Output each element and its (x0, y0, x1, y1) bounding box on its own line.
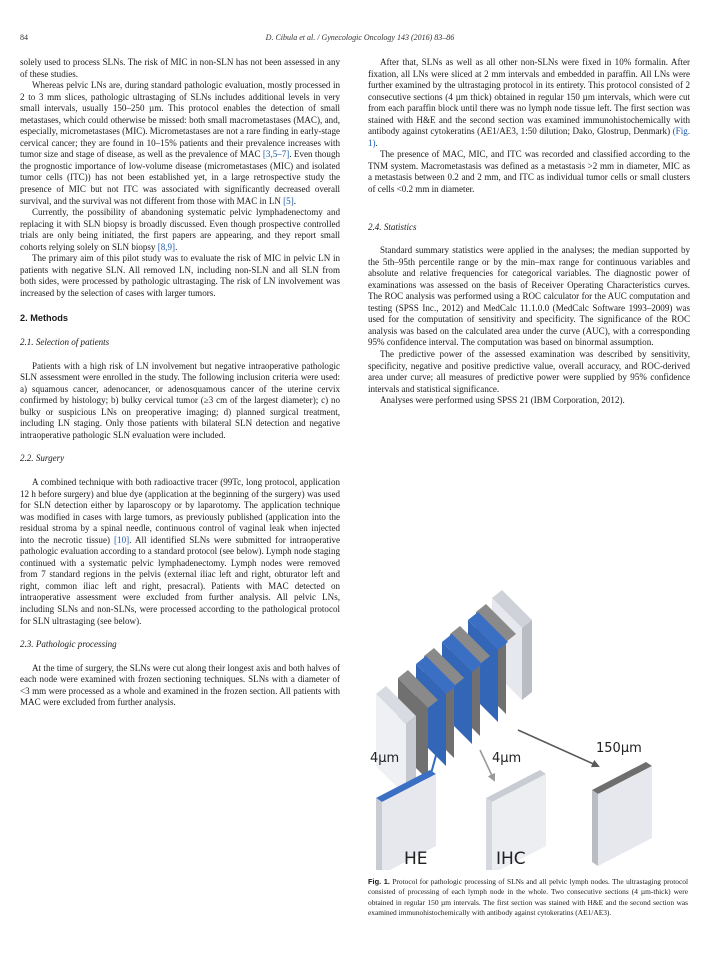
citation-link[interactable]: [5] (283, 195, 294, 206)
paragraph: Currently, the possibility of abandoning systematic pelvic lymphadenectomy and replacing it with SLN biopsy is broadly discussed. Even though prospective controlled trials are only being initiated, the first papers are appearing, and they report small cohorts relying solely on SLN biopsy [8,9]. (20, 207, 340, 252)
paragraph: The primary aim of this pilot study was to evaluate the risk of MIC in pelvic LN in patients with negative SLN. All removed LN, including non-SLN and all SLN from both sides, were processed by pathologic ultrastaging. The risk of LN involvement was increased by the selection of cases with larger tumors. (20, 253, 340, 298)
left-column (20, 57, 340, 709)
subsection-heading: 2.3. Pathologic processing (20, 639, 117, 650)
running-title: D. Cibula et al. / Gynecologic Oncology 143 (2016) 83–86 (265, 33, 455, 42)
label-150um: 150µm (596, 741, 642, 756)
paragraph: At the time of surgery, the SLNs were cut along their longest axis and both halves of each node were examined with frozen sectioning techniques. SLNs with a diameter of <3 mm were processed as a whole and examined in the frozen section. All patients with MAC were excluded from further analysis. (20, 662, 340, 708)
paragraph: A combined technique with both radioactive tracer (99Tc, long protocol, application 12 h before surgery) and blue dye (application at the beginning of the surgery) was used for SLN detection either by laparoscopy or by laparotomy. The application technique was modified in cases with large tumors, as previously published (application into the residual stroma by a spinal needle, continuous control of vaginal leak when injected into the necrotic tissue) [10]. All identified SLNs were submitted for intraoperative pathologic evaluation according to a standard protocol (see below). Lymph node staging continued with a systematic pelvic lymphadenectomy. Lymph nodes were removed from 7 standard regions in the pelvis (external iliac left and right, obturator left and right, common iliac left and right, presacral). Patients with MAC detected on intraoperative assessment were excluded from further analysis. All pelvic LNs, including SLNs and non-SLNs, were processed according to the pathological protocol for SLN ultrastaging (see below). (20, 476, 340, 626)
subsection-heading: 2.4. Statistics (368, 221, 417, 232)
section-heading-methods: 2. Methods (20, 313, 68, 324)
citation-link[interactable]: [8,9] (157, 241, 176, 252)
figure-1 (368, 580, 690, 870)
paragraph: Patients with a high risk of LN involvement but negative intraoperative pathologic SLN assessment were enrolled in the study. The following inclusion criteria were used: a) squamous cancer, adenocancer, or adenosquamous cancer of the uterine cervix confirmed by histology; b) bulky cervical tumor (≥3 cm of the largest diameter); c) no bulky or suspicious LNs on preoperative imaging; d) planned surgical treatment, including LN staging. Only those patients with bilateral SLN detection and negative intraoperative pathologic SLN evaluation were included. (20, 360, 340, 440)
paragraph: Standard summary statistics were applied in the analyses; the median supported by the 5th–95th percentile range or by the min–max range for continuous variables and absolute and relative frequencies for categorical variables. The diagnostic power of examinations was assessed on the basis of Receiver Operating Characteristics curves. The ROC analysis was performed using a ROC calculator for the AUC computation and testing (SPSS Inc., 2012) and MedCalc 11.1.0.0 (MedCalc Software 1993–2009) was used for the computation of sensitivity and specificity. The significance of the ROC analysis was based on the calculated area under the curve (AUC), with a corresponding 95% confidence interval. The computation was based on binormal assumption. (368, 245, 690, 348)
ultrastaging-diagram (368, 580, 690, 870)
label-ihc: IHC (496, 849, 526, 869)
page-header (20, 33, 700, 45)
paragraph: Analyses were performed using SPSS 21 (IBM Corporation, 2012). (380, 395, 625, 406)
arrow-to-next-level (518, 730, 598, 766)
paragraph: After that, SLNs as well as all other non-SLNs were fixed in 10% formalin. After fixation, all LNs were sliced at 2 mm intervals and embedded in paraffin. All LNs were further examined by the ultrastaging protocol in its entirety. This protocol consisted of 2 consecutive sections (4 µm thick) obtained in regular 150 µm intervals, which were cut from each paraffin block until there was no lymph node tissue left. The first section was stained with H&E and the second section was examined immunohistochemically with antibody against cytokeratins (AE1/AE3, 1:50 dilution; Dako, Glostrup, Denmark) (Fig. 1). (368, 57, 690, 148)
page-number: 84 (20, 33, 28, 42)
subsection-heading: 2.1. Selection of patients (20, 337, 110, 348)
caption-text: Protocol for pathologic processing of SLNs and all pelvic lymph nodes. The ultrastaging protocol consisted of processing of each lymph node in the whole. Two consecutive sections (4 µm-thick) were obtained in regular 150 µm intervals. The first section was stained with H&E and the second section was examined immunohistochemically with antibody against cytokeratins (AE1/AE3). (368, 877, 688, 917)
paragraph: solely used to process SLNs. The risk of MIC in non-SLN has not been assessed in any of these studies. (20, 57, 340, 79)
label-4um-ihc: 4µm (492, 751, 522, 766)
label-he: HE (404, 849, 428, 869)
label-4um-he: 4µm (370, 751, 400, 766)
figure-link[interactable]: (Fig. 1) (368, 126, 690, 148)
subsection-heading: 2.2. Surgery (20, 453, 65, 464)
caption-label: Fig. 1. (368, 877, 390, 886)
paragraph: The predictive power of the assessed examination was described by sensitivity, specificity, negative and positive predictive value, overall accuracy, and ROC-derived area under curve; all measures of predictive power were supplied by 95% confidence intervals and statistical significance. (368, 349, 690, 394)
figure-caption (368, 877, 688, 918)
citation-link[interactable]: [3,5–7] (262, 149, 290, 160)
right-column (368, 57, 690, 407)
paragraph: The presence of MAC, MIC, and ITC was recorded and classified according to the TNM system. Macrometastasis was defined as a metastasis >2 mm in diameter, MIC as a metastasis between 0.2 and 2 mm, and ITC as individual tumor cells or small clusters of cells <0.2 mm in diameter. (368, 149, 690, 195)
next-level-section (592, 762, 652, 866)
paragraph: Whereas pelvic LNs are, during standard pathologic evaluation, mostly processed in 2 to 3 mm slices, pathologic ultrastaging of SLNs includes additional levels in very small intervals, usually 150–250 µm. This protocol enables the detection of small metastases, which could otherwise be missed: both small macrometastases (MAC), and, especially, micrometastases (MIC). Micrometastases are not a rare finding in early-stage cervical cancer; they are found in 10–15% patients and their prevalence increases with tumor size and stage of disease, as well as the prevalence of MAC [3,5–7]. Even though the prognostic importance of low-volume disease (micrometastases (MIC) and isolated tumor cells (ITC)) has not been established yet, in a large retrospective study the presence of MIC but not ITC was associated with significantly decreased overall survival, and the survival was not different from those with MAC in LN [5]. (20, 80, 340, 206)
citation-link[interactable]: [10] (114, 534, 130, 545)
